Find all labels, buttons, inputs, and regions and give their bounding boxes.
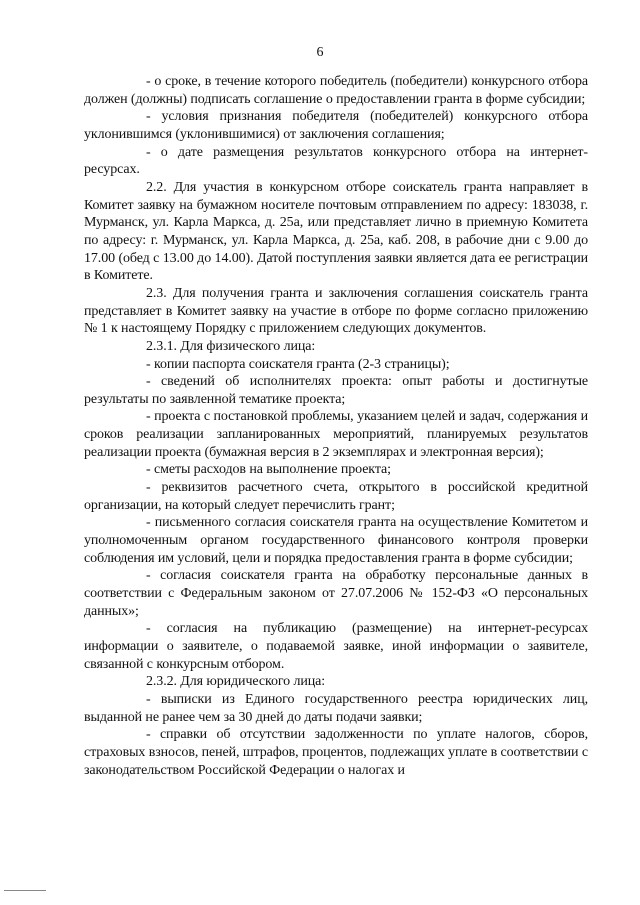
list-item-personal-data-consent: - согласия соискателя гранта на обработку персональные данных в соответствии с Федеральным законом от 27.07.2006 № 152-ФЗ «О персональных данных»;	[84, 568, 588, 619]
list-item-executors: - сведений об исполнителях проекта: опыт работы и достигнутые результаты по заявленной тематике проекта;	[84, 374, 588, 407]
paragraph-results-date: - о дате размещения результатов конкурсного отбора на интернет-ресурсах.	[84, 144, 588, 178]
paragraph-2-3: 2.3. Для получения гранта и заключения соглашения соискатель гранта представляет в Комитет заявку на участие в отборе по форме согласно приложению № 1 к настоящему Порядку с приложением следующих документов.	[84, 285, 588, 337]
list-item-written-consent: - письменного согласия соискателя гранта на осуществление Комитетом и уполномоченным органом государственного финансового контроля проверки соблюдения им условий, цели и порядка предоставления гранта в форме субсидии;	[84, 515, 588, 566]
paragraph-2-3-2-heading: 2.3.2. Для юридического лица:	[146, 674, 326, 690]
list-item-tax-certificate: - справки об отсутствии задолженности по уплате налогов, сборов, страховых взносов, пеней, штрафов, процентов, подлежащих уплате в соответствии с законодательством Российской Федерации о налогах и	[84, 727, 588, 778]
paragraph-2-3-1-heading: 2.3.1. Для физического лица:	[146, 338, 316, 354]
paragraph-2-2: 2.2. Для участия в конкурсном отборе соискатель гранта направляет в Комитет заявку на бумажном носителе почтовым отправлением по адресу: 183038, г. Мурманск, ул. Карла Маркса, д. 25а, или представляет лично в приемную Комитета по адресу: г. Мурманск, ул. Карла Маркса, д. 25а, каб. 208, в рабочие дни с 9.00 до 17.00 (обед с 13.00 до 14.00). Датой поступления заявки является дата ее регистрации в Комитете.	[84, 179, 588, 284]
paragraph-evasion-conditions: - условия признания победителя (победителей) конкурсного отбора уклонившимся (уклонившимися) от заключения соглашения;	[84, 109, 588, 142]
list-item-registry-extract: - выписки из Единого государственного реестра юридических лиц, выданной не ранее чем за 30 дней до даты подачи заявки;	[84, 691, 588, 725]
list-item-bank-details: - реквизитов расчетного счета, открытого в российской кредитной организации, на который следует перечислить грант;	[84, 480, 588, 513]
scan-edge-mark	[4, 890, 46, 891]
paragraph-deadline-signing: - о сроке, в течение которого победитель (победители) конкурсного отбора должен (должны) подписать соглашение о предоставлении гранта в форме субсидии;	[84, 74, 588, 107]
document-body	[84, 73, 588, 779]
list-item-publication-consent: - согласия на публикацию (размещение) на интернет-ресурсах информации о заявителе, о подаваемой заявке, иной информации о заявителе, связанной с конкурсным отбором.	[84, 621, 588, 672]
page-number: 6	[316, 45, 324, 60]
list-item-project: - проекта с постановкой проблемы, указанием целей и задач, содержания и сроков реализации запланированных мероприятий, планируемых результатов реализации проекта (бумажная версия в 2 экземплярах и электронная версия);	[84, 409, 588, 460]
list-item-passport: - копии паспорта соискателя гранта (2-3 страницы);	[146, 356, 450, 372]
list-item-estimate: - сметы расходов на выполнение проекта;	[146, 462, 391, 478]
